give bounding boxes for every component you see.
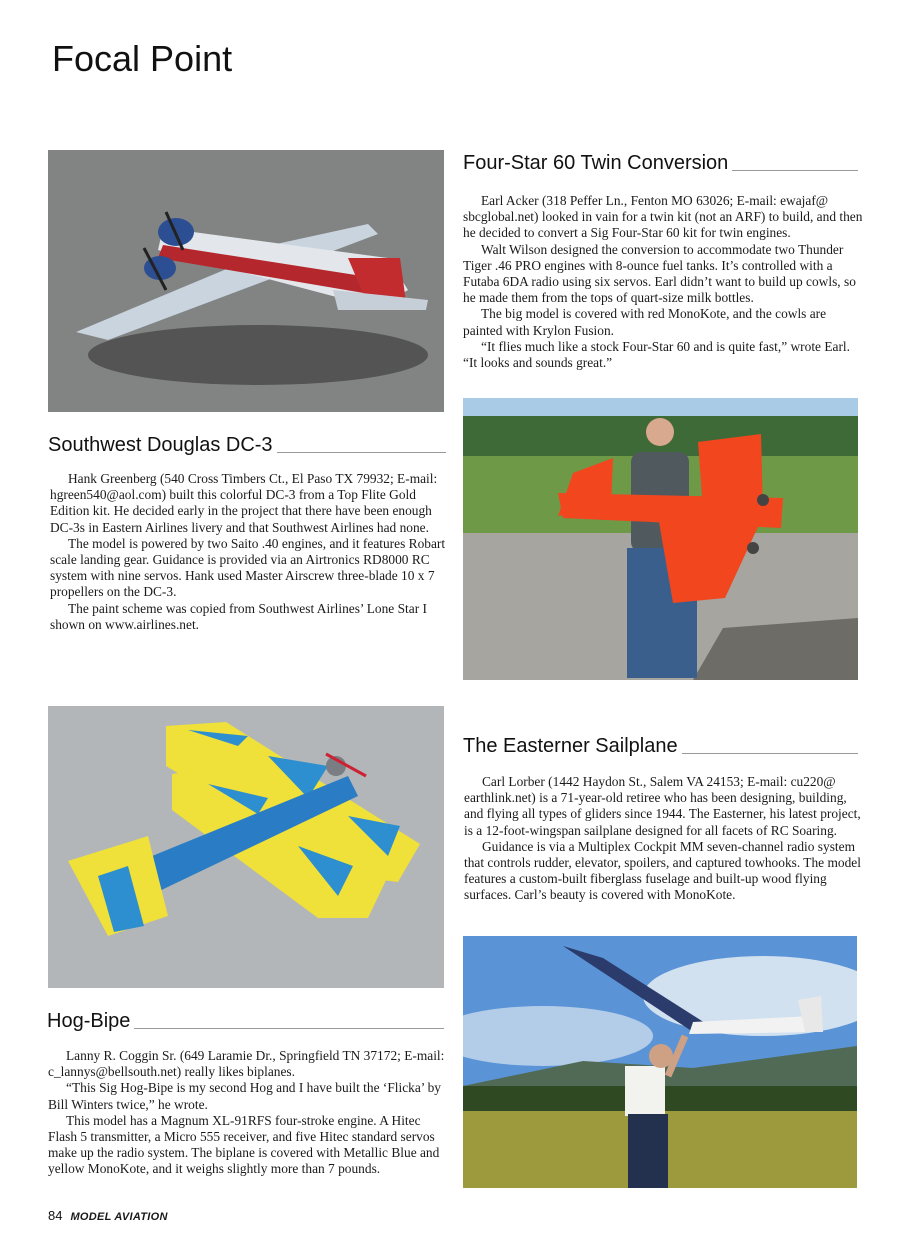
hogbipe-paragraph: This model has a Magnum XL-91RFS four-stroke engine. A Hitec Flash 5 transmitter, a Micro 555 receiver, and five Hitec standard servos make up the radio system. The biplane is covered with Metallic Blue and yellow MonoKote, and it weighs slightly more than 7 pounds. xyxy=(48,1112,440,1177)
fourstar-heading xyxy=(463,153,858,173)
dc3-paragraph: The paint scheme was copied from Southwest Airlines’ Lone Star I shown on www.airlines.net. xyxy=(50,600,427,632)
sailplane-photo xyxy=(463,936,857,1188)
hogbipe-body xyxy=(48,1048,448,1178)
heading-rule xyxy=(277,452,446,453)
page-title: Focal Point xyxy=(52,38,233,79)
heading-rule xyxy=(682,753,858,754)
dc3-photo xyxy=(48,150,444,412)
page-footer xyxy=(48,1208,168,1223)
dc3-heading xyxy=(48,435,446,455)
easterner-body xyxy=(464,774,862,904)
hogbipe-photo xyxy=(48,706,444,988)
heading-rule xyxy=(134,1028,444,1029)
hogbipe-heading xyxy=(47,1011,444,1031)
fourstar-body xyxy=(463,193,863,371)
fourstar-paragraph: Walt Wilson designed the conversion to accommodate two Thunder Tiger .46 PRO engines with 8-ounce fuel tanks. It’s controlled with a Futaba 6DA radio using six servos. Earl didn’t want to build up cowls, so he made them from the tops of quart-size milk bottles. xyxy=(463,241,856,306)
page-number: 84 xyxy=(48,1208,63,1223)
easterner-paragraph: Carl Lorber (1442 Haydon St., Salem VA 24153; E-mail: cu220@ earthlink.net) is a 71-year-old retiree who has been designing, building, and flying all types of gliders since 1944. The Easterner, his latest project, is a 12-foot-wingspan sailplane designed for all facets of RC Soaring. xyxy=(464,774,861,838)
easterner-paragraph: Guidance is via a Multiplex Cockpit MM seven-channel radio system that controls rudder, elevator, spoilers, and captured towhooks. The model features a custom-built fiberglass fuselage and built-up wood flying surfaces. Carl’s beauty is covered with MonoKote. xyxy=(464,838,861,903)
dc3-paragraph: The model is powered by two Saito .40 engines, and it features Robart scale landing gear. Guidance is provided via an Airtronics RD8000 RC system with nine servos. Hank used Master Airscrew three-blade 10 x 7 propellers on the DC-3. xyxy=(50,535,446,600)
heading-rule xyxy=(732,170,858,171)
dc3-heading-text: Southwest Douglas DC-3 xyxy=(48,434,273,456)
fourstar-heading-text: Four-Star 60 Twin Conversion xyxy=(463,152,729,174)
dc3-paragraph: Hank Greenberg (540 Cross Timbers Ct., El Paso TX 79932; E-mail: hgreen540@aol.com) built this colorful DC-3 from a Top Flite Gold Edition kit. He decided early in the project that there have been enough DC-3s in Eastern Airlines livery and that Southwest Airlines had none. xyxy=(50,471,438,535)
fourstar-paragraph: “It flies much like a stock Four-Star 60 and is quite fast,” wrote Earl. “It looks and sounds great.” xyxy=(463,338,850,371)
fourstar-paragraph: The big model is covered with red MonoKote, and the cowls are painted with Krylon Fusion. xyxy=(463,306,827,338)
fourstar-photo xyxy=(463,398,858,680)
dc3-body xyxy=(50,471,448,633)
hogbipe-paragraph: “This Sig Hog-Bipe is my second Hog and I have built the ‘Flicka’ by Bill Winters twice,” he wrote. xyxy=(48,1080,441,1112)
easterner-heading-text: The Easterner Sailplane xyxy=(463,735,678,757)
hogbipe-heading-text: Hog-Bipe xyxy=(47,1010,131,1032)
fourstar-paragraph: Earl Acker (318 Peffer Ln., Fenton MO 63026; E-mail: ewajaf@ sbcglobal.net) looked in vain for a twin kit (not an ARF) to build, and then he decided to convert a Sig Four-Star 60 kit for twin engines. xyxy=(463,193,863,241)
hogbipe-paragraph: Lanny R. Coggin Sr. (649 Laramie Dr., Springfield TN 37172; E-mail: c_lannys@bellsouth.net) really likes biplanes. xyxy=(48,1048,445,1080)
easterner-heading xyxy=(463,736,858,756)
magazine-name: MODEL AVIATION xyxy=(70,1211,168,1223)
